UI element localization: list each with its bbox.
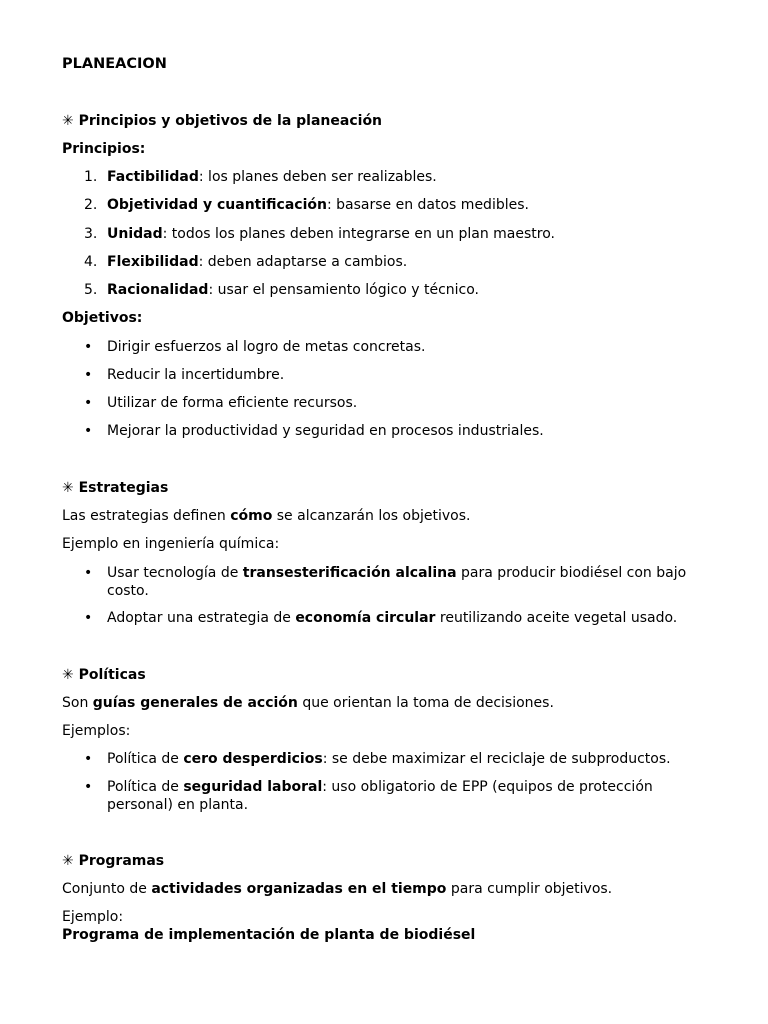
list-item <box>62 196 747 214</box>
objetivo-text: Reducir la incertidumbre. <box>107 367 285 383</box>
item-text: Política de <box>107 751 184 767</box>
intro-text: Las estrategias definen <box>62 508 231 524</box>
principio-text: : basarse en datos medibles. <box>326 197 529 213</box>
estrategias-intro <box>62 507 702 525</box>
section-heading-principios-objetivos <box>62 112 702 130</box>
intro-bold: actividades organizadas en el tiempo <box>151 881 447 897</box>
item-text: : se debe maximizar el reciclaje de subproductos. <box>322 751 671 767</box>
objetivos-label <box>62 309 702 327</box>
programas-intro <box>62 880 702 898</box>
principio-text: : usar el pensamiento lógico y técnico. <box>208 282 479 298</box>
example-title-text: Programa de implementación de planta de biodiésel <box>62 927 476 943</box>
objetivos-label-text: Objetivos: <box>62 310 143 326</box>
list-item <box>62 281 747 299</box>
item-bold: seguridad laboral <box>183 779 323 795</box>
section-heading-text: ✳ Políticas <box>62 667 146 683</box>
programas-example-title <box>62 926 702 944</box>
bullet-icon: • <box>84 339 93 355</box>
principio-text: : deben adaptarse a cambios. <box>198 254 408 270</box>
objetivo-text: Dirigir esfuerzos al logro de metas concretas. <box>107 339 426 355</box>
intro-bold: guías generales de acción <box>92 695 298 711</box>
list-item <box>62 225 747 243</box>
intro-text: Son <box>62 695 93 711</box>
section-heading-text: ✳ Programas <box>62 853 165 869</box>
bullet-icon: • <box>84 395 93 411</box>
item-text: Política de <box>107 779 184 795</box>
item-text: : uso obligatorio de EPP (equipos de protección personal) en planta. <box>107 779 653 813</box>
intro-text: se alcanzarán los objetivos. <box>272 508 471 524</box>
document-title: PLANEACION <box>62 56 167 72</box>
list-item <box>62 394 747 412</box>
section-heading-programas <box>62 852 702 870</box>
item-text: para producir biodiésel con bajo costo. <box>107 565 687 599</box>
list-item <box>62 168 747 186</box>
item-text: reutilizando aceite vegetal usado. <box>435 610 678 626</box>
objetivo-text: Utilizar de forma eficiente recursos. <box>107 395 358 411</box>
section-heading-text: ✳ Principios y objetivos de la planeación <box>62 113 383 129</box>
principio-term: Factibilidad <box>107 169 199 185</box>
intro-text: que orientan la toma de decisiones. <box>297 695 554 711</box>
list-number: 2. <box>84 197 98 213</box>
item-text: Usar tecnología de <box>107 565 243 581</box>
bullet-icon: • <box>84 423 93 439</box>
principio-term: Unidad <box>107 226 163 242</box>
principio-term: Racionalidad <box>107 282 209 298</box>
section-heading-estrategias <box>62 479 702 497</box>
politicas-example-label <box>62 722 702 740</box>
principios-label-text: Principios: <box>62 141 146 157</box>
item-text: Adoptar una estrategia de <box>107 610 296 626</box>
politicas-intro <box>62 694 702 712</box>
principio-term: Objetividad y cuantificación <box>107 197 327 213</box>
section-heading-text: ✳ Estrategias <box>62 480 169 496</box>
example-label-text: Ejemplos: <box>62 723 131 739</box>
bullet-icon: • <box>84 565 93 581</box>
list-item <box>62 253 747 271</box>
principio-text: : todos los planes deben integrarse en un plan maestro. <box>162 226 555 242</box>
item-bold: economía circular <box>295 610 436 626</box>
section-heading-politicas <box>62 666 702 684</box>
list-number: 1. <box>84 169 98 185</box>
bullet-icon: • <box>84 751 93 767</box>
estrategias-example-label <box>62 535 702 553</box>
list-item <box>62 338 747 356</box>
principios-label <box>62 140 702 158</box>
objetivo-text: Mejorar la productividad y seguridad en procesos industriales. <box>107 423 544 439</box>
intro-text: Conjunto de <box>62 881 152 897</box>
bullet-icon: • <box>84 610 93 626</box>
list-item <box>62 422 747 440</box>
principio-term: Flexibilidad <box>107 254 199 270</box>
item-bold: cero desperdicios <box>183 751 323 767</box>
list-item <box>62 778 697 814</box>
example-label-text: Ejemplo en ingeniería química: <box>62 536 280 552</box>
programas-example-label <box>62 908 702 926</box>
intro-text: para cumplir objetivos. <box>446 881 613 897</box>
list-number: 5. <box>84 282 98 298</box>
list-item <box>62 366 747 384</box>
bullet-icon: • <box>84 367 93 383</box>
bullet-icon: • <box>84 779 93 795</box>
list-number: 3. <box>84 226 98 242</box>
list-number: 4. <box>84 254 98 270</box>
list-item <box>62 564 727 600</box>
intro-bold: cómo <box>230 508 273 524</box>
list-item <box>62 609 747 627</box>
item-bold: transesterificación alcalina <box>242 565 457 581</box>
list-item <box>62 750 747 768</box>
principio-text: : los planes deben ser realizables. <box>198 169 437 185</box>
example-label-text: Ejemplo: <box>62 909 124 925</box>
